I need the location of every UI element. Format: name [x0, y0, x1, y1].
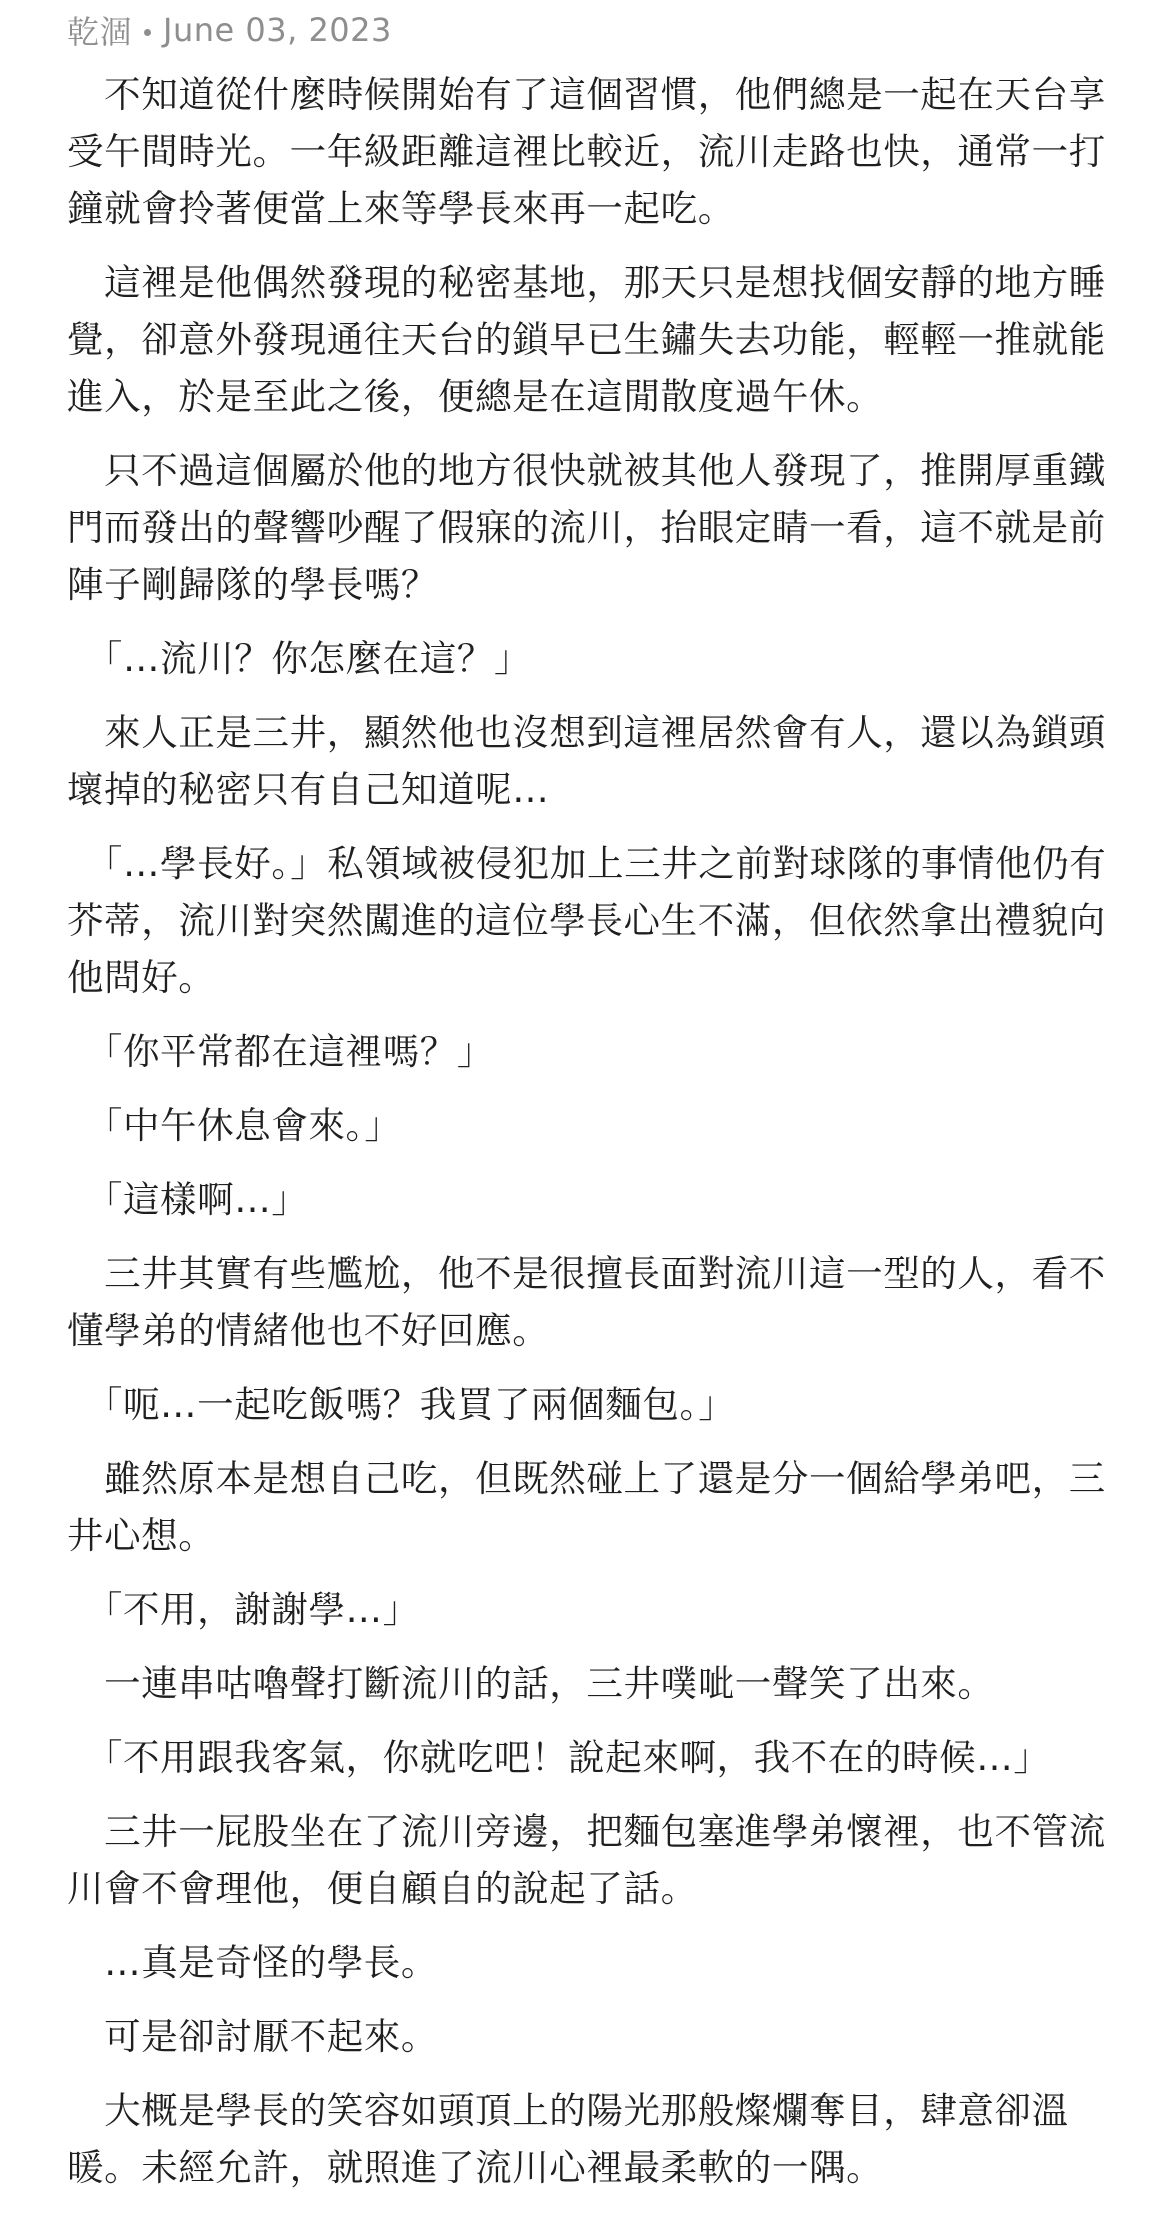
post-date: June 03, 2023 [163, 11, 392, 49]
paragraph-10: 三井其實有些尷尬，他不是很擅長面對流川這一型的人，看不懂學弟的情緒他也不好回應。 [67, 1252, 1106, 1352]
paragraph-1: 不知道從什麼時候開始有了這個習慣，他們總是一起在天台享受午間時光。一年級距離這裡比較近，流川走路也快，通常一打鐘就會拎著便當上來等學長來再一起吃。 [67, 73, 1106, 230]
paragraph-3: 只不過這個屬於他的地方很快就被其他人發現了，推開厚重鐵門而發出的聲響吵醒了假寐的流川，抬眼定睛一看，這不就是前陣子剛歸隊的學長嗎？ [67, 449, 1106, 606]
paragraph-17: …真是奇怪的學長。 [67, 1941, 438, 1984]
paragraph-13: 「不用，謝謝學…」 [67, 1588, 420, 1631]
paragraph-2: 這裡是他偶然發現的秘密基地，那天只是想找個安靜的地方睡覺，卻意外發現通往天台的鎖早已生鏽失去功能，輕輕一推就能進入，於是至此之後，便總是在這閒散度過午休。 [67, 261, 1106, 418]
paragraph-8: 「中午休息會來。」 [67, 1104, 402, 1147]
paragraph-19: 大概是學長的笑容如頭頂上的陽光那般燦爛奪目，肆意卻溫暖。未經允許，就照進了流川心裡最柔軟的一隅。 [67, 2089, 1069, 2189]
author-name: 乾涸 [67, 13, 133, 51]
paragraph-12: 雖然原本是想自己吃，但既然碰上了還是分一個給學弟吧，三井心想。 [67, 1457, 1106, 1557]
separator-dot-icon [144, 29, 151, 36]
paragraph-4: 「…流川？你怎麼在這？」 [67, 637, 532, 680]
paragraph-5: 來人正是三井，顯然他也沒想到這裡居然會有人，還以為鎖頭壞掉的秘密只有自己知道呢… [67, 711, 1106, 811]
paragraph-7: 「你平常都在這裡嗎？」 [67, 1030, 494, 1073]
post-meta [67, 8, 392, 52]
paragraph-6: 「…學長好。」私領域被侵犯加上三井之前對球隊的事情他仍有芥蒂，流川對突然闖進的這位學長心生不滿，但依然拿出禮貌向他問好。 [67, 842, 1107, 999]
paragraph-11: 「呃…一起吃飯嗎？我買了兩個麵包。」 [67, 1383, 736, 1426]
paragraph-15: 「不用跟我客氣，你就吃吧！說起來啊，我不在的時候…」 [67, 1736, 1051, 1779]
paragraph-18: 可是卻討厭不起來。 [67, 2015, 438, 2058]
paragraph-9: 「這樣啊…」 [67, 1178, 309, 1221]
paragraph-16: 三井一屁股坐在了流川旁邊，把麵包塞進學弟懷裡，也不管流川會不會理他，便自顧自的說起了話。 [67, 1810, 1106, 1910]
paragraph-14: 一連串咕嚕聲打斷流川的話，三井噗呲一聲笑了出來。 [67, 1662, 995, 1705]
story-body [67, 66, 1107, 2213]
